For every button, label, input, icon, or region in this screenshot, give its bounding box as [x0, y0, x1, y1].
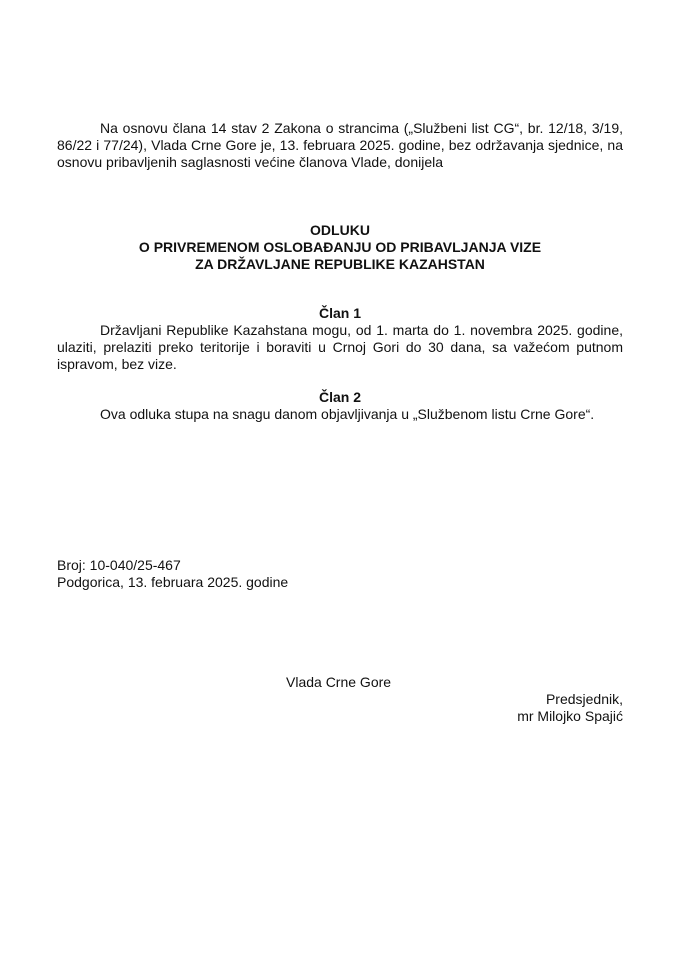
heading-line-2: O PRIVREMENOM OSLOBAĐANJU OD PRIBAVLJANJA VIZE: [138, 239, 542, 255]
signatory-name: mr Milojko Spajić: [517, 708, 623, 724]
reference-block: [57, 557, 288, 591]
article-2-text: Ova odluka stupa na snagu danom objavljivanja u „Službenom listu Crne Gore“.: [100, 406, 595, 422]
preamble-paragraph: Na osnovu člana 14 stav 2 Zakona o strancima („Službeni list CG“, br. 12/18, 3/19, 86/22 i 77/24), Vlada Crne Gore je, 13. februara 2025. godine, bez održavanja sjednice, na osnovu pribavljenih saglasnosti većine članova Vlade, donijela: [57, 120, 623, 170]
government-name: Vlada Crne Gore: [286, 674, 392, 690]
reference-number: Broj: 10-040/25-467: [57, 557, 181, 573]
article-1-title: Član 1: [318, 305, 361, 321]
signatory-role: Predsjednik,: [545, 691, 623, 707]
place-and-date: Podgorica, 13. februara 2025. godine: [57, 574, 289, 590]
decision-heading: [57, 222, 623, 273]
signature-block: [517, 691, 623, 725]
article-2-title: Član 2: [318, 389, 361, 405]
heading-line-1: ODLUKU: [310, 222, 370, 238]
heading-line-3: ZA DRŽAVLJANE REPUBLIKE KAZAHSTAN: [195, 256, 485, 272]
article-1-text: Državljani Republike Kazahstana mogu, od 1. marta do 1. novembra 2025. godine, ulaziti, prelaziti preko teritorije i boraviti u Crnoj Gori do 30 dana, sa važećom putnom ispravom, bez vize.: [57, 322, 623, 372]
